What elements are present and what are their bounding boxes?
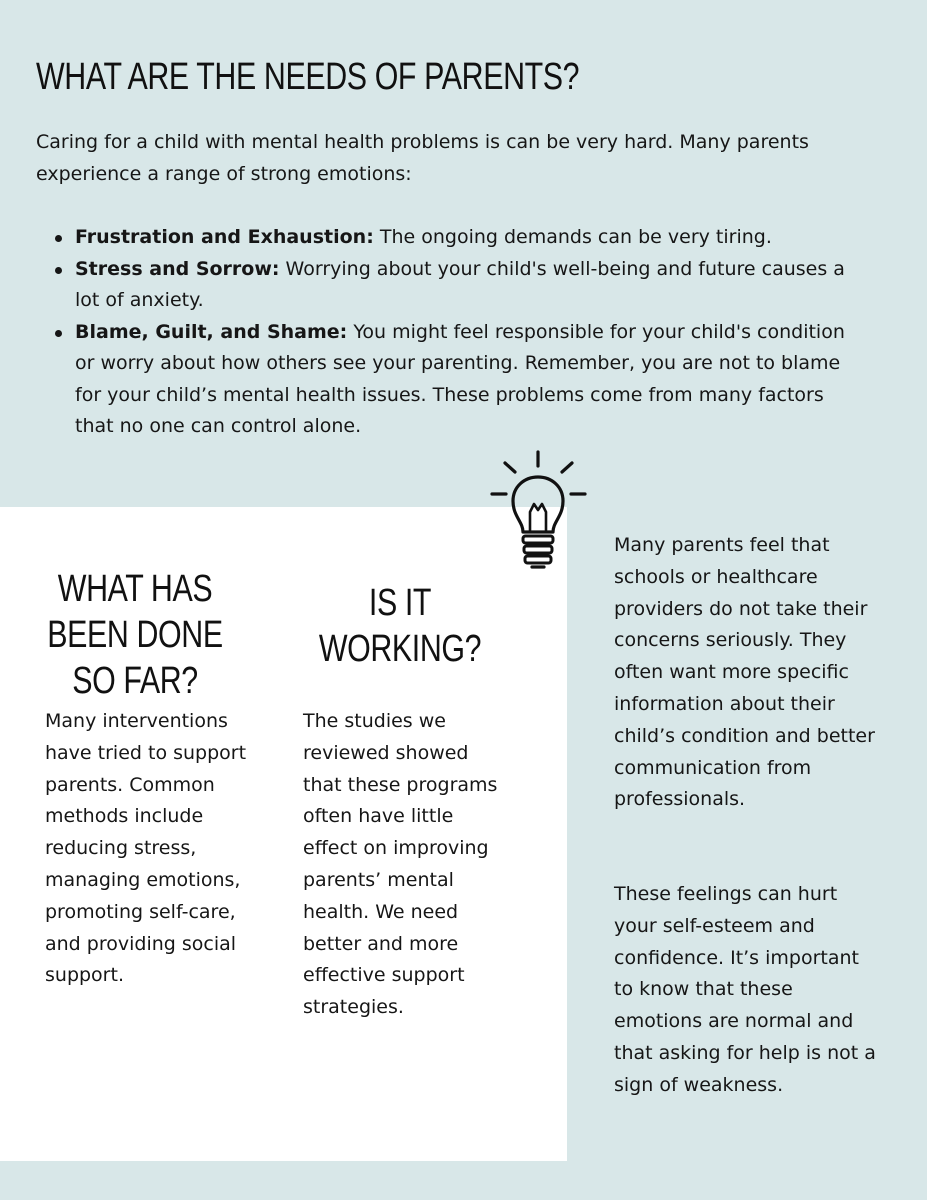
lightbulb-icon: [486, 446, 596, 576]
done-so-far-text: Many interventions have tried to support parents. Common methods include reducing stress, managing emotions, promoting self-care, and providing social support.: [45, 710, 247, 987]
is-it-working-title: IS IT WORKING?: [318, 582, 482, 670]
intro-paragraph: Caring for a child with mental health problems is can be very hard. Many parents experience a range of strong emotions:: [36, 131, 809, 185]
list-item: [36, 222, 856, 254]
list-item: [36, 317, 856, 443]
right-paragraph-feelings: These feelings can hurt your self-esteem and confidence. It’s important to know that these emotions are normal and that asking for help is not a sign of weakness.: [614, 883, 876, 1096]
bullet-term: Frustration and Exhaustion:: [75, 226, 374, 248]
done-so-far-title: WHAT HAS BEEN DONE SO FAR?: [47, 568, 223, 702]
page-title: WHAT ARE THE NEEDS OF PARENTS?: [36, 56, 580, 98]
right-paragraph-concerns: Many parents feel that schools or healthcare providers do not take their concerns seriously. They often want more specific information about their child’s condition and better communication from professionals.: [614, 534, 875, 811]
bullet-text: Worrying about your child's well-being and future causes a lot of anxiety.: [75, 257, 845, 311]
bullet-text: The ongoing demands can be very tiring.: [373, 226, 772, 248]
bullet-term: Stress and Sorrow:: [75, 257, 280, 280]
bullet-term: Blame, Guilt, and Shame:: [75, 320, 348, 343]
is-it-working-text: The studies we reviewed showed that these programs often have little effect on improving parents’ mental health. We need better and more effective support strategies.: [303, 710, 498, 1019]
emotions-list: [36, 222, 856, 443]
bullet-text: You might feel responsible for your child's condition or worry about how others see your parenting. Remember, you are not to blame for your child’s mental health issues. These problems come from many factors that no one can control alone.: [75, 320, 845, 437]
list-item: [36, 254, 856, 317]
